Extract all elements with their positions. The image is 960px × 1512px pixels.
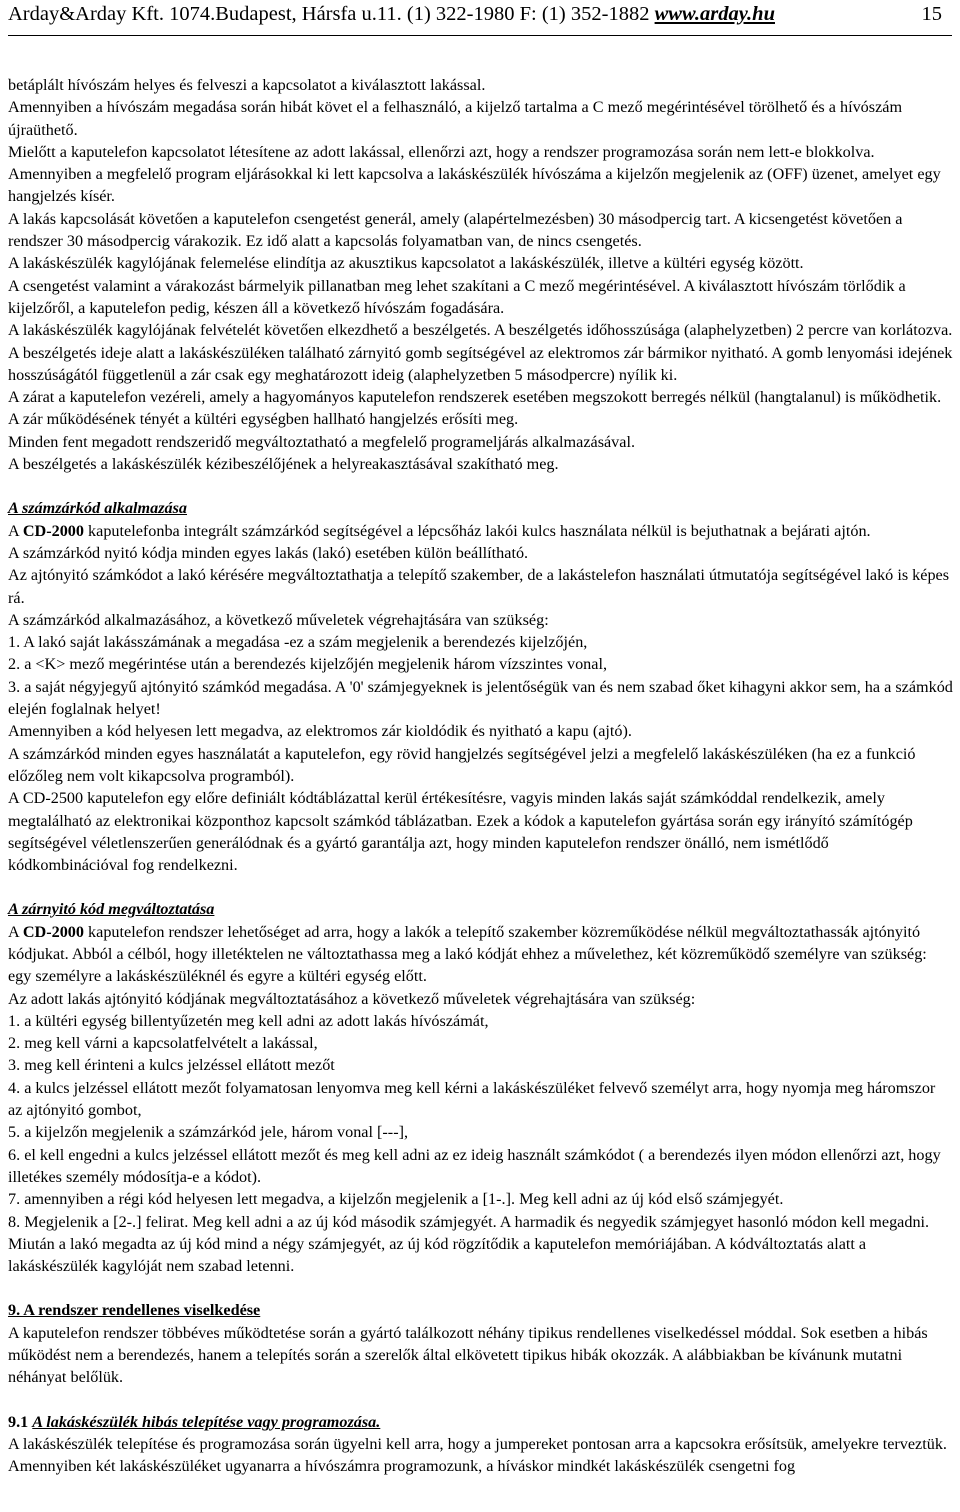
text-run: A xyxy=(8,922,23,941)
paragraph: A számzárkód alkalmazásához, a következő műveletek végrehajtására van szükség: xyxy=(8,610,549,629)
paragraph: Amennyiben két lakáskészüléket ugyanarra a hívószámra programozunk, a híváskor mindkét lakáskészülék csengetni fog xyxy=(8,1457,796,1476)
paragraph: A zárat a kaputelefon vezéreli, amely a hagyományos kaputelefon rendszerek esetében megszokott berregés nélkül (hangtalanul) is működhetik. A zár működésének tényét a kültéri egységben hallható hangjelzés erősíti meg. xyxy=(8,388,942,429)
paragraph: A kaputelefon rendszer többéves működtetése során a gyártó találkozott néhány tipikus rendellenes viselkedéssel móddal. Sok esetben a hibás működést nem a berendezés, hanem a telepítés során a szerelők által elkövetett tipikus hibák okozzák. A alábbiakban be kívánunk mutatni néhányat belőlük. xyxy=(8,1323,928,1387)
section-heading-faults: 9. A rendszer rendellenes viselkedése xyxy=(8,1301,261,1320)
spacer xyxy=(8,876,953,898)
paragraph: betáplált hívószám helyes és felveszi a kapcsolatot a kiválasztott lakással. xyxy=(8,76,486,94)
text-run: kaputelefon rendszer lehetőséget ad arra, hogy a lakók a telepítő szakember közreműködése nélkül megváltoztathassák ajtónyitó kódjukat. Abból a célból, hogy illetéktelen ne változtathassa meg a lakó kódját ehhez a művelethez, két közreműködő személyre van szükség: egy személyre a lakáskészüléknél és egyre a kültéri egység előtt. xyxy=(8,922,927,986)
list-item: 6. el kell engedni a kulcs jelzéssel ellátott mezőt és meg kell adni az ez ideig használt számkódot ( a berendezés ilyen módon ellenőrzi azt, hogy illetékes személy módosítja-e a kódot). xyxy=(8,1145,941,1186)
spacer xyxy=(8,1277,953,1299)
section-heading-code: A számzárkód alkalmazása xyxy=(8,499,188,518)
subsection-heading xyxy=(8,1411,953,1433)
paragraph xyxy=(8,520,953,542)
model-name: CD-2000 xyxy=(22,922,84,941)
list-item: 1. A lakó saját lakásszámának a megadása -ez a szám megjelenik a berendezés kijelzőjén, xyxy=(8,633,588,652)
list-item: 3. meg kell érinteni a kulcs jelzéssel ellátott mezőt xyxy=(8,1056,335,1075)
paragraph: A lakás kapcsolását követően a kaputelefon csengetést generál, amely (alapértelmezésben) 30 másodpercig tart. A kicsengetést követően a rendszer 30 másodpercig várakozik. Ez idő alatt a kapcsolás folyamatban van, de nincs csengetés. xyxy=(8,209,903,251)
paragraph: Az adott lakás ajtónyitó kódjának megváltoztatásához a következő műveletek végrehajtására van szükség: xyxy=(8,989,696,1008)
paragraph: Minden fent megadott rendszeridő megváltoztatható a megfelelő programeljárás alkalmazásával. xyxy=(8,432,636,451)
paragraph: Amennyiben a hívószám megadása során hibát követ el a felhasználó, a kijelző tartalma a C mező megérintésével törölhető és a hívószám újraüthető. xyxy=(8,98,903,139)
paragraph: A számzárkód minden egyes használatát a kaputelefon, egy rövid hangjelzés segítségével jelzi a megfelelő lakáskészüléken (ha ez a funkció előzőleg nem volt kikapcsolva programból). xyxy=(8,744,916,785)
list-item: 8. Megjelenik a [2-.] felirat. Meg kell adni a az új kód második számjegyét. A harmadik és negyedik számjegyet hasonló módon kell megadni. Miután a lakó megadta az új kód mind a négy számjegyét, az új kód rögzítődik a kaputelefon memóriájában. A kódváltoztatás alatt a lakáskészülék kagylóját nem szabad letenni. xyxy=(8,1212,930,1276)
list-item: 4. a kulcs jelzéssel ellátott mezőt folyamatosan lenyomva meg kell kérni a lakáskészüléket felvevő személyt arra, hogy nyomja meg háromszor az ajtónyitó gombot, xyxy=(8,1078,936,1120)
paragraph: A lakáskészülék telepítése és programozása során ügyelni kell arra, hogy a jumpereket pontosan arra a kapcsokra erősítsük, amelyekre terveztük. xyxy=(8,1434,947,1453)
paragraph xyxy=(8,921,953,988)
subsection-title: A lakáskészülék hibás telepítése vagy programozása. xyxy=(32,1412,381,1431)
paragraph: Amennyiben a kód helyesen lett megadva, az elektromos zár kioldódik és nyitható a kapu (ajtó). xyxy=(8,722,632,741)
list-item: 2. a <K> mező megérintése után a berendezés kijelzőjén megjelenik három vízszintes vonal, xyxy=(8,655,607,674)
spacer xyxy=(8,475,953,497)
section-heading-change: A zárnyitó kód megváltoztatása xyxy=(8,900,215,919)
paragraph: Az ajtónyitó számkódot a lakó kérésére megváltoztathatja a telepítő szakember, de a lakástelefon használati útmutatója segítségével lakó is képes rá. xyxy=(8,566,950,607)
header-org-info xyxy=(8,0,775,28)
model-name: CD-2000 xyxy=(22,521,84,540)
company-address: Arday&Arday Kft. 1074.Budapest, Hársfa u.11. (1) 322-1980 F: (1) 352-1882 xyxy=(8,3,650,25)
list-item: 2. meg kell várni a kapcsolatfelvételt a lakással, xyxy=(8,1034,318,1053)
text-run: kaputelefonba integrált számzárkód segítségével a lépcsőház lakói kulcs használata nélkül is bejuthatnak a bejárati ajtón. xyxy=(84,521,871,540)
paragraph: Mielőtt a kaputelefon kapcsolatot létesítene az adott lakással, ellenőrzi azt, hogy a rendszer programozása során nem lett-e blokkolva. Amennyiben a megfelelő program eljárásokkal ki lett kapcsolva a lakáskészülék hívószáma a kijelzőn megjelenik az (OFF) üzenet, amelyet egy hangjelzés kísér. xyxy=(8,142,941,206)
website-link[interactable]: www.arday.hu xyxy=(654,3,775,25)
paragraph: A lakáskészülék kagylójának felemelése elindítja az akusztikus kapcsolatot a lakáskészülék, illetve a kültéri egység között. xyxy=(8,254,804,273)
paragraph: A beszélgetés a lakáskészülék kézibeszélőjének a helyreakasztásával szakítható meg. xyxy=(8,455,559,474)
paragraph: A CD-2500 kaputelefon egy előre definiált kódtáblázattal kerül értékesítésre, vagyis minden lakás saját számkóddal rendelkezik, amely megtalálható az elektronikai központhoz kapcsolt számkód táblázatban. Ezek a kódok a kaputelefon gyártása során egy irányító számítógép segítségével véletlenszerűen generálódnak és a gyártó garantálja azt, hogy minden kaputelefon rendszer önálló, nem ismétlődő kódkombinációval fog rendelkezni. xyxy=(8,789,913,875)
subsection-number: 9.1 xyxy=(8,1412,33,1431)
header-divider xyxy=(8,35,952,36)
document-body xyxy=(8,74,953,1478)
paragraph: A csengetést valamint a várakozást bármelyik pillanatban meg lehet szakítani a C mező megérintésével. A kiválasztott hívószám törlődik a kijelzőről, a kaputelefon pedig, készen áll a következő hívószám fogadására. xyxy=(8,276,906,317)
paragraph: A lakáskészülék kagylójának felvételét követően elkezdhető a beszélgetés. A beszélgetés időhosszúsága (alaphelyzetben) 2 percre van korlátozva. A beszélgetés ideje alatt a lakáskészüléken található zárnyitó gomb segítségével az elektromos zár bármikor nyitható. A gomb lenyomási idejének hosszúságától függetlenül a zár csak egy meghatározott ideig (alaphelyzetben 5 másodpercre) nyílik ki. xyxy=(8,321,953,384)
text-run: A xyxy=(8,521,23,540)
page-header xyxy=(8,0,952,34)
spacer xyxy=(8,1389,953,1411)
page-number: 15 xyxy=(921,3,942,25)
list-item: 3. a saját négyjegyű ajtónyitó számkód megadása. A '0' számjegyeknek is jelentőségük van és nem szabad őket kihagyni akkor sem, ha a számkód elején foglalnak helyet! xyxy=(8,677,953,719)
list-item: 5. a kijelzőn megjelenik a számzárkód jele, három vonal [---], xyxy=(8,1123,409,1142)
paragraph: A számzárkód nyitó kódja minden egyes lakás (lakó) esetében külön beállítható. xyxy=(8,543,529,562)
list-item: 7. amennyiben a régi kód helyesen lett megadva, a kijelzőn megjelenik a [1-.]. Meg kell adni az új kód első számjegyét. xyxy=(8,1190,784,1209)
list-item: 1. a kültéri egység billentyűzetén meg kell adni az adott lakás hívószámát, xyxy=(8,1011,489,1030)
